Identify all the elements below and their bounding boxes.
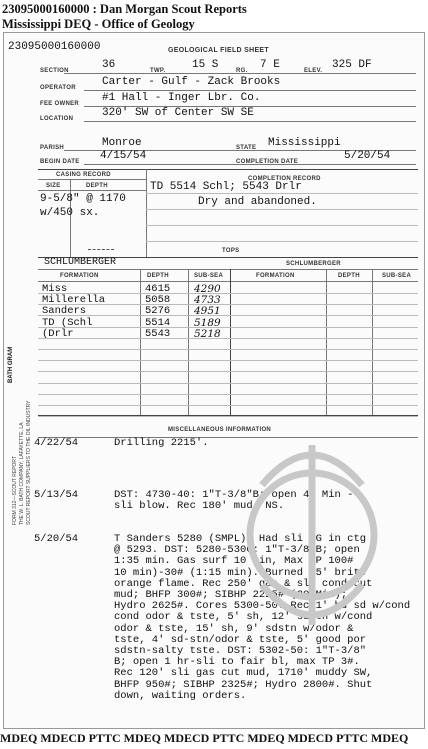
elev-value: 325 DF xyxy=(332,59,372,71)
casing-record-label: CASING RECORD xyxy=(56,172,111,178)
tops-rule xyxy=(38,383,418,384)
tops-formation: Sanders xyxy=(42,305,87,318)
tops-subsea: 4733 xyxy=(194,294,221,307)
tops-label: TOPS xyxy=(222,248,240,254)
misc-text-line: @ 5293. DST: 5280-5300: 1"T-3/8"B; open xyxy=(114,544,360,557)
tops-left-label: SCHLUMBERGER xyxy=(44,257,117,268)
misc-text-line: BHFP 950#; SIBHP 2325#; Hydro 2800#. Shut xyxy=(114,678,373,691)
watermark-seal xyxy=(232,385,392,685)
completion-date-value: 5/20/54 xyxy=(344,150,391,162)
depth-col-left: DEPTH xyxy=(147,273,169,279)
misc-text-line: odor & tste, 15' sh, 9' sdstn w/odor & xyxy=(114,622,354,635)
misc-date: 4/22/54 xyxy=(34,437,79,449)
tops-subsea: 4290 xyxy=(194,283,221,295)
sheet-title: GEOLOGICAL FIELD SHEET xyxy=(168,47,269,54)
elev-label: ELEV. xyxy=(304,68,323,74)
tops-formation: Millerella xyxy=(42,294,106,307)
casing-line-2: w/450 sx. xyxy=(40,207,100,219)
misc-text-line: mud; BHFP 300#; SIBHP 2225# (30 Min); xyxy=(114,589,348,601)
depth-col-right: DEPTH xyxy=(338,273,360,279)
tops-rule xyxy=(38,338,418,339)
fee-owner-label: FEE OWNER xyxy=(40,101,80,107)
casing-line-1: 9-5/8" @ 1170 xyxy=(40,193,126,205)
operator-value: Carter - Gulf - Zack Brooks xyxy=(102,76,281,88)
misc-text-line: Rec 120' sli gas cut mud, 1710' muddy SW, xyxy=(114,667,373,680)
misc-date: 5/20/54 xyxy=(34,533,79,545)
completion-record-label: COMPLETION RECORD xyxy=(248,176,321,182)
rg-value: 7 E xyxy=(260,59,280,71)
bath-brand: BATH GRAM xyxy=(8,346,14,383)
formation-col-right: FORMATION xyxy=(256,273,295,279)
report-subtitle: Mississippi DEQ - Office of Geology xyxy=(2,17,195,31)
tops-depth: 5276 xyxy=(145,305,171,318)
begin-date-label: BEGIN DATE xyxy=(40,159,80,165)
completion-date-label: COMPLETION DATE xyxy=(236,159,299,165)
side-text-3: SCOUT REPORT SUPPLIERS TO THE OIL INDUSTRY xyxy=(26,400,32,525)
tops-depth: 5514 xyxy=(145,316,171,329)
location-label: LOCATION xyxy=(40,116,74,122)
strikeout-mark xyxy=(88,249,114,250)
location-value: 320' SW of Center SW SE xyxy=(102,107,254,119)
tops-rule xyxy=(38,360,418,361)
rg-label: RG. xyxy=(236,68,248,74)
api-number: 23095000160000 xyxy=(8,41,101,53)
misc-text-line: Hydro 2625#. Cores 5300-50: Rec 1' hd sd w/cond xyxy=(114,600,411,613)
tops-depth: 5058 xyxy=(145,294,171,307)
misc-text-line: cond odor & tste, 5' sh, 12' sdstn w/cond xyxy=(114,611,373,624)
formation-col-left: FORMATION xyxy=(60,273,99,279)
misc-text-line: B; open 1 hr-sli to fair bl, max TP 3#. xyxy=(114,656,360,669)
tops-subsea: 5189 xyxy=(194,316,221,329)
parish-value: Monroe xyxy=(102,137,142,149)
tops-subsea: 4951 xyxy=(194,305,221,318)
tops-rule xyxy=(38,304,418,305)
completion-line-2: Dry and abandoned. xyxy=(198,196,317,208)
report-title: 23095000160000 : Dan Morgan Scout Reports xyxy=(2,2,247,16)
misc-text-line: sdstn-salty tste. DST: 5302-50: 1"T-3/8" xyxy=(114,645,367,657)
state-value: Mississippi xyxy=(268,137,341,149)
size-label: SIZE xyxy=(46,183,61,189)
misc-date: 5/13/54 xyxy=(34,489,79,501)
misc-text-line: Drilling 2215'. xyxy=(114,437,209,449)
misc-text-line: tste, 4' sd-stn/odor & tste, 5' good por xyxy=(114,633,367,646)
operator-label: OPERATOR xyxy=(40,85,76,91)
side-text-2: THE W. L. BATH COMPANY, LAFAYETTE, LA. xyxy=(19,421,25,525)
side-text-1: FORM 312—SCOUT REPORT xyxy=(12,456,18,525)
subsea-col-left: SUB-SEA xyxy=(194,273,224,279)
misc-text-line: T Sanders 5280 (SMPL). Had sli SG in ctg xyxy=(114,533,367,545)
state-label: STATE xyxy=(236,145,257,151)
tops-depth: 4615 xyxy=(145,283,171,295)
misc-text-line: DST: 4730-40: 1"T-3/8"B; open 45 Min - xyxy=(114,489,354,501)
misc-text-line: 1:35 min. Gas surf 10 min, Max TP 100# xyxy=(114,555,354,568)
completion-line-1: TD 5514 Schl; 5543 Drlr xyxy=(150,181,302,193)
tops-subsea: 5218 xyxy=(194,327,221,340)
footer-watermark: MDEQ MDECD PTTC MDEQ MDECD PTTC MDEQ MDECD PTTC MDEQ xyxy=(0,731,409,745)
twp-value: 15 S xyxy=(192,59,219,71)
field-sheet xyxy=(3,32,425,729)
tops-rule xyxy=(38,293,418,294)
begin-date-value: 4/15/54 xyxy=(100,150,147,162)
twp-label: TWP. xyxy=(150,68,166,74)
tops-depth: 5543 xyxy=(145,327,171,340)
misc-text-line: orange flame. Rec 250' gas & sli cond cut xyxy=(114,577,373,590)
tops-rule xyxy=(38,371,418,372)
section-value: 36 xyxy=(102,59,116,71)
misc-text-line: sli blow. Rec 180' mud, NS. xyxy=(114,500,285,513)
misc-info-label: MISCELLANEOUS INFORMATION xyxy=(168,427,272,433)
tops-formation: (Drlr xyxy=(42,327,74,340)
tops-formation: Miss xyxy=(42,283,68,295)
tops-formation: TD (Schl xyxy=(42,316,93,329)
casing-depth-label: DEPTH xyxy=(86,183,108,189)
subsea-col-right: SUB-SEA xyxy=(382,273,412,279)
misc-text-line: down, waiting orders. xyxy=(114,689,247,702)
fee-owner-value: #1 Hall - Inger Lbr. Co. xyxy=(102,92,261,104)
tops-right-label: SCHLUMBERGER xyxy=(286,261,341,267)
parish-label: PARISH xyxy=(40,145,65,151)
form-side-text xyxy=(10,295,32,525)
misc-text-line: 10 min)-30# (1:15 min). Burned 15' brite xyxy=(114,566,367,579)
tops-rule xyxy=(38,349,418,350)
section-label: SECTION xyxy=(40,68,69,74)
tops-rule xyxy=(38,327,418,328)
tops-rule xyxy=(38,315,418,316)
